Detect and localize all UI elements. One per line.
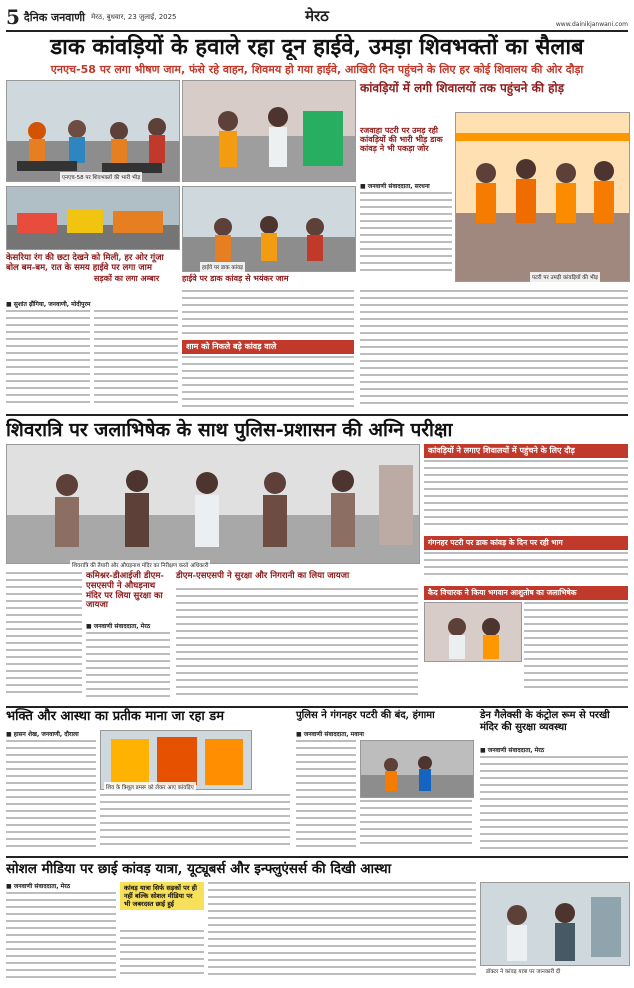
section3-mid-text-b <box>360 800 472 854</box>
section2-right-text-3 <box>524 602 628 702</box>
section2-right-head3: कैद विचारक ने किया भगवान आशुतोष का जलाभिषेक <box>424 586 628 600</box>
col-mid2-text <box>182 290 354 338</box>
section4-photo-caption: डॉक्टर ने कांवड़ यात्रा पर जानकारी दी <box>484 966 562 976</box>
lead-box-text <box>360 192 452 282</box>
section3-right-byline: ■ जनवाणी संवाददाता, मेरठ <box>480 747 545 754</box>
section2-right-text <box>424 460 628 534</box>
section4-left-text <box>6 892 116 984</box>
lead-photo-2 <box>182 80 356 182</box>
lead-photo-3 <box>6 186 180 250</box>
lead-headline: डाक कांवड़ियों के हवाले रहा दून हाईवे, उमड़ा शिवभक्तों का सैलाब <box>50 34 584 60</box>
section2-photo <box>6 444 420 564</box>
section2-mid-text <box>176 588 418 702</box>
col-mid2-head: हाईवे पर डाक कांवड़ से भयंकर जाम <box>182 273 289 283</box>
section4-left-byline: ■ जनवाणी संवाददाता, मेरठ <box>6 883 71 890</box>
lead-right-text <box>360 290 628 410</box>
section3-left-head: भक्ति और आस्था का प्रतीक माना जा रहा डम <box>6 709 225 724</box>
lead-photo-1 <box>6 80 180 182</box>
lead-right-head: कांवड़ियों में लगी शिवालयों तक पहुंचने की होड़ <box>360 81 565 95</box>
masthead <box>6 4 628 32</box>
lead-box-byline: ■ जनवाणी संवाददाता, सरधना <box>360 183 430 190</box>
col-left-head: केसरिया रंग की छटा देखने को मिली, हर ओर गूंजा बोल बम-बम, रात के समय हाईवे पर लगा जाम <box>6 253 164 273</box>
lead-box-head: रजवाहा पटरी पर उमड़ रही कांवड़ियों की भारी भीड़ डाक कांवड़ ने भी पकड़ा जोर <box>360 125 443 154</box>
section3-right-head: डेन गैलेक्सी के कंट्रोल रूम से परखी मंदिर की सुरक्षा व्यवस्था <box>480 710 610 733</box>
section-rule-3 <box>6 856 628 858</box>
section2-right-head: कांवड़ियों ने लगाए शिवालयों में पहुंचने के लिए दौड़ <box>424 444 628 458</box>
section3-left-text-b <box>100 794 290 854</box>
section3-mid-byline: ■ जनवाणी संवाददाता, मवाना <box>296 731 364 738</box>
lead-right-caption: पटरी पर उमड़ी कांवड़ियों की भीड़ <box>530 272 600 282</box>
section4-mid-head: कांवड़ यात्रा सिर्फ सड़कों पर ही नहीं बल्कि सोशल मीडिया पर भी जबरदस्त छाई हुई <box>120 882 204 910</box>
section3-right-text <box>480 756 628 854</box>
lead-subhead: एनएच-58 पर लगा भीषण जाम, फंसे रहे वाहन, शिवमय हो गया हाईवे, आखिरी दिन पहुंचने के लिए हर कोई शिवालय की ओर दौड़ा <box>50 63 584 76</box>
lead-photo-4 <box>182 186 356 272</box>
section2-left-text-b <box>86 632 170 702</box>
section2-right-text-2 <box>424 552 628 584</box>
city-name: मेरठ <box>305 7 329 25</box>
section-rule-2 <box>6 706 628 708</box>
col-mid-head: सड़कों का लगा अम्बार <box>94 273 160 283</box>
section3-mid-text <box>296 740 356 854</box>
col-mid2-text-b <box>182 356 354 410</box>
section3-photo-caption: शिव के त्रिशूल डमरू को लेकर आए कांवड़िए <box>104 782 196 792</box>
section3-left-byline: ■ हासन शेख, जनवाणी, दौराला <box>6 731 79 738</box>
section2-right-head2: गंगनहर पटरी पर डाक कांवड़ के दिन पर रही भाग <box>424 536 628 550</box>
section4-headline: सोशल मीडिया पर छाई कांवड़ यात्रा, यूट्यूबर्स और इन्फ्लुएंसर्स की दिखी आस्था <box>6 861 392 877</box>
section-rule-1 <box>6 414 628 416</box>
col-left-text-b <box>94 310 178 410</box>
section2-right-photo <box>424 602 522 662</box>
section4-mid-text-b <box>208 882 476 984</box>
col-left-text-a <box>6 310 90 410</box>
page-number: 5 <box>6 5 20 29</box>
lead-photo-1-caption: एनएच-58 पर शिवभक्तों की भारी भीड़ <box>60 172 142 182</box>
section2-mid-head: डीएम-एसएसपी ने सुरक्षा और निगरानी का लिया जायजा <box>176 571 350 581</box>
section4-mid-text <box>120 930 204 984</box>
section3-mid-photo <box>360 740 474 798</box>
section2-headline: शिवरात्रि पर जलाभिषेक के साथ पुलिस-प्रशासन की अग्नि परीक्षा <box>6 419 453 441</box>
lead-photo-2-caption: हाईवे पर डाक कांवड़ <box>200 262 245 272</box>
section3-left-text <box>6 740 96 854</box>
section3-mid-head: पुलिस ने गंगनहर पटरी की बंद, हंगामा <box>296 710 435 721</box>
section2-photo-caption: शिवरात्रि की तैयारी और औघड़नाथ मंदिर का निरीक्षण करते अधिकारी <box>70 560 210 570</box>
section2-byline: ■ जनवाणी संवाददाता, मेरठ <box>86 623 151 630</box>
section2-left-head: कमिश्नर-डीआईजी डीएम-एसएसपी ने औघड़नाथ मंदिर पर लिया सुरक्षा का जायजा <box>86 571 164 611</box>
lead-right-photo <box>455 112 630 282</box>
col-left-byline: ■ सुशांत ढ़ौंगिया, जनवाणी, मोदीपुरम <box>6 301 91 308</box>
section2-left-text <box>6 572 82 702</box>
dateline: मेरठ, बुधवार, 23 जुलाई, 2025 <box>91 12 177 21</box>
section3-photo <box>100 730 252 790</box>
brand-name: दैनिक जनवाणी <box>23 10 86 24</box>
col-mid-sub-banner: शाम को निकले बड़े कांवड़ वाले <box>182 340 354 354</box>
site-url: www.dainikjanwani.com <box>555 21 628 28</box>
section4-photo <box>480 882 630 966</box>
